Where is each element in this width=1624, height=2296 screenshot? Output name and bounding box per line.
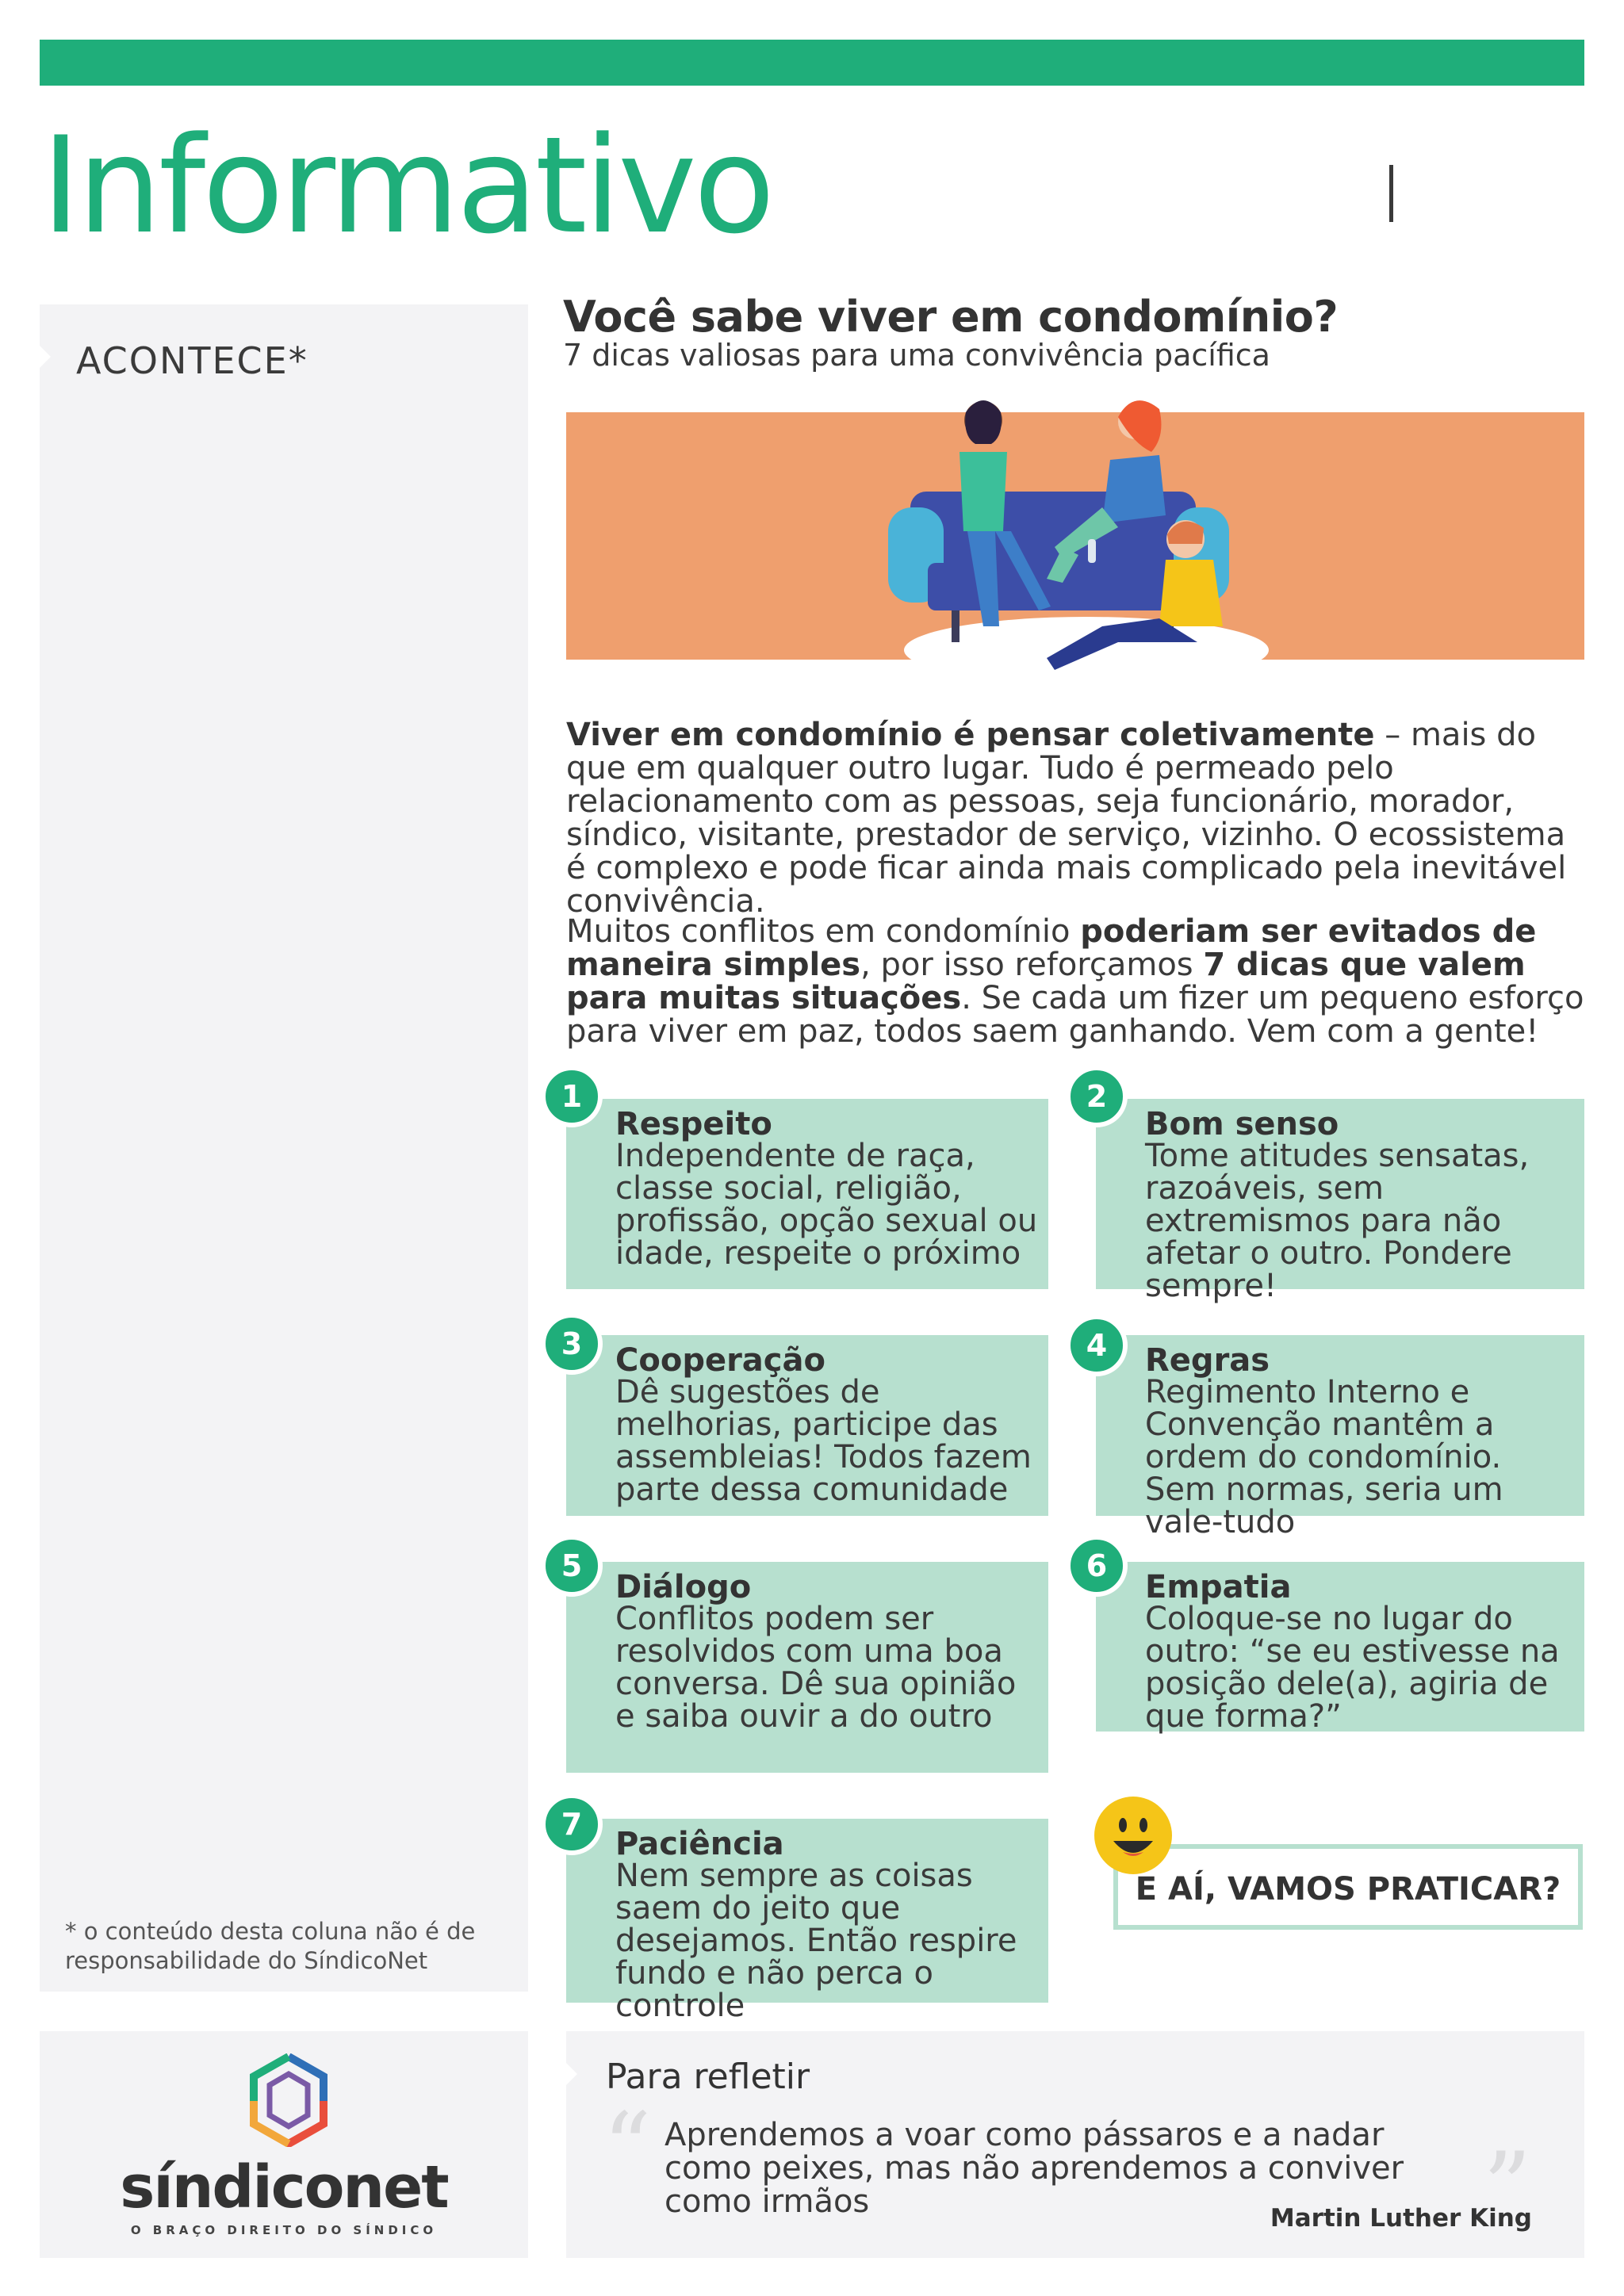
friends-on-sofa-illustration bbox=[864, 388, 1293, 690]
sidebar-heading: ACONTECE* bbox=[76, 339, 308, 382]
tip-number-badge: 2 bbox=[1066, 1066, 1128, 1127]
reflect-title: Para refletir bbox=[606, 2057, 810, 2097]
page-title: Informativo bbox=[41, 108, 772, 263]
tips-intro-a: Muitos conflitos em condomínio bbox=[566, 913, 1081, 950]
text-cursor-mark bbox=[1389, 165, 1393, 222]
tip-number-badge: 7 bbox=[541, 1793, 603, 1855]
tip-title: Paciência bbox=[615, 1826, 784, 1862]
reflect-tab-notch bbox=[566, 2063, 577, 2085]
tip-body: Dê sugestões de melhorias, participe das assembleias! Todos fazem parte dessa comunidade bbox=[615, 1374, 1032, 1508]
article-title: Você sabe viver em condomínio? bbox=[563, 292, 1339, 342]
open-quote-icon: “ bbox=[603, 2093, 652, 2203]
tip-number-badge: 4 bbox=[1066, 1314, 1128, 1376]
tip-card bbox=[566, 1099, 1048, 1289]
tip-number-badge: 1 bbox=[541, 1066, 603, 1127]
sidebar-disclaimer: * o conteúdo desta coluna não é de responsabilidade do SíndicoNet bbox=[65, 1918, 476, 1974]
tips-intro-paragraph bbox=[566, 915, 1589, 1048]
tip-body: Conflitos podem ser resolvidos com uma boa conversa. Dê sua opinião e saiba ouvir a do outro bbox=[615, 1601, 1017, 1735]
sidebar-tab-notch bbox=[40, 346, 51, 368]
tip-title: Respeito bbox=[615, 1106, 772, 1142]
tip-card bbox=[566, 1335, 1048, 1516]
tip-number-badge: 5 bbox=[541, 1535, 603, 1597]
article-subtitle: 7 dicas valiosas para uma convivência pacífica bbox=[563, 338, 1270, 373]
hexagon-logo-icon bbox=[247, 2053, 330, 2147]
quote-author: Martin Luther King bbox=[1270, 2204, 1532, 2233]
close-quote-icon: ” bbox=[1483, 2133, 1532, 2243]
tips-intro-c: , por isso reforçamos bbox=[860, 947, 1204, 983]
tips-intro-b: poderiam ser evitados de maneira simples bbox=[566, 913, 1537, 983]
tip-card bbox=[566, 1562, 1048, 1773]
tip-body: Nem sempre as coisas saem do jeito que desejamos. Então respire fundo e não perca o controle bbox=[615, 1858, 1017, 2024]
tip-card bbox=[1096, 1562, 1584, 1735]
tip-title: Diálogo bbox=[615, 1569, 752, 1605]
logo-wordmark: síndiconet bbox=[120, 2153, 448, 2221]
practice-callout-text: E AÍ, VAMOS PRATICAR? bbox=[1135, 1871, 1561, 1908]
intro-paragraph bbox=[566, 718, 1589, 918]
tip-title: Empatia bbox=[1145, 1569, 1292, 1605]
tip-title: Regras bbox=[1145, 1342, 1270, 1379]
tips-intro-d: 7 dicas que valem para muitas situações bbox=[566, 947, 1526, 1016]
tip-card bbox=[1096, 1099, 1584, 1304]
tip-card bbox=[1096, 1335, 1584, 1540]
tip-number-badge: 6 bbox=[1066, 1535, 1128, 1597]
logo-tagline: O BRAÇO DIREITO DO SÍNDICO bbox=[130, 2223, 438, 2237]
sidebar-panel bbox=[40, 304, 528, 1992]
tip-body: Independente de raça, classe social, religião, profissão, opção sexual ou idade, respeite o próximo bbox=[615, 1138, 1038, 1272]
top-accent-bar bbox=[40, 40, 1584, 86]
quote-text: Aprendemos a voar como pássaros e a nadar como peixes, mas não aprendemos a conviver como irmãos bbox=[665, 2117, 1404, 2220]
tip-body: Tome atitudes sensatas, razoáveis, sem extremismos para não afetar o outro. Pondere sempre! bbox=[1145, 1138, 1530, 1304]
tip-body: Coloque-se no lugar do outro: “se eu estivesse na posição dele(a), agiria de que forma?” bbox=[1145, 1601, 1560, 1735]
tips-intro-e: . Se cada um fizer um pequeno esforço para viver em paz, todos saem ganhando. Vem com a gente! bbox=[566, 980, 1584, 1050]
tip-card bbox=[566, 1819, 1048, 2024]
tip-title: Cooperação bbox=[615, 1342, 825, 1379]
intro-rest: – mais do que em qualquer outro lugar. Tudo é permeado pelo relacionamento com as pessoas, seja funcionário, morador, síndico, visitante, prestador de serviço, vizinho. O ecossistema é complexo e pode ficar ainda mais complicado pela inevitável convivência. bbox=[566, 717, 1567, 920]
tip-title: Bom senso bbox=[1145, 1106, 1339, 1142]
tip-body: Regimento Interno e Convenção mantêm a ordem do condomínio. Sem normas, seria um vale-tudo bbox=[1145, 1374, 1503, 1540]
tip-number-badge: 3 bbox=[541, 1313, 603, 1375]
intro-bold-lead: Viver em condomínio é pensar coletivamente bbox=[566, 717, 1375, 753]
smiley-face-icon bbox=[1094, 1797, 1172, 1874]
